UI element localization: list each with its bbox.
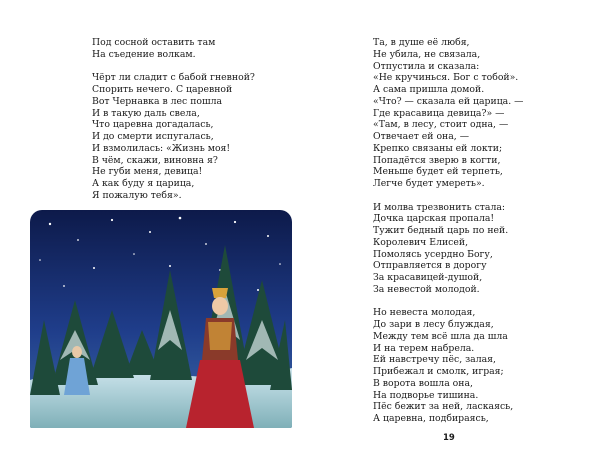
poem-line: Меньше будет ей терпеть, (373, 166, 503, 178)
poem-line: Не убила, не связала, (373, 48, 481, 60)
poem-line: А царевна, подбираясь, (373, 413, 489, 424)
poem-line: Прибежал и смолк, играя; (373, 366, 504, 377)
poem-line: Спорить нечего. С царевной (92, 84, 233, 95)
poem-line: Отправляется в дорогу (373, 260, 487, 272)
poem-line: До зари в лесу блуждая, (373, 319, 494, 330)
poem-line: Легче будет умереть». (373, 178, 485, 189)
stanza-left-1 (92, 37, 292, 61)
poem-line: Вот Чернавка в лес пошла (92, 95, 223, 107)
poem-line: Тужит бедный царь по ней. (373, 225, 509, 236)
poem-line: Попадётся зверю в когти, (373, 154, 501, 166)
stanza-right-2 (373, 202, 578, 296)
poem-line: Где красавица девица?» — (373, 107, 505, 119)
poem-line: Но невеста молодая, (373, 307, 476, 319)
stanza-right-3 (373, 307, 578, 425)
forest-illustration (30, 210, 292, 428)
poem-line: «Там, в лесу, стоит одна, — (373, 119, 509, 131)
page-number: 19 (443, 433, 455, 443)
poem-line: Под сосной оставить там (92, 37, 216, 48)
poem-line: Чёрт ли сладит с бабой гневной? (92, 72, 255, 84)
poem-line: Между тем всё шла да шла (373, 330, 508, 342)
poem-line: В чём, скажи, виновна я? (92, 154, 218, 166)
poem-line: Помолясь усердно Богу, (373, 248, 493, 260)
poem-line: «Что? — сказала ей царица. — (373, 95, 524, 107)
stanza-left-2 (92, 72, 292, 201)
poem-line: «Не кручинься. Бог с тобой». (373, 72, 519, 84)
stanza-right-1 (373, 37, 578, 190)
poem-line: Отвечает ей она, — (373, 131, 469, 142)
poem-column-left (92, 37, 292, 213)
poem-line: И на терем набрела. (373, 342, 475, 354)
poem-line: И взмолилась: «Жизнь моя! (92, 142, 231, 154)
poem-column-right (373, 37, 578, 437)
poem-line: Крепко связаны ей локти; (373, 142, 503, 154)
poem-line: Ей навстречу пёс, залая, (373, 354, 496, 366)
poem-line: А сама пришла домой. (373, 84, 485, 95)
poem-line: Не губи меня, девица! (92, 166, 203, 178)
poem-line: Пёс бежит за ней, ласкаясь, (373, 401, 514, 413)
winter-forest-scene (30, 210, 292, 428)
poem-line: Королевич Елисей, (373, 236, 469, 248)
poem-line: Я пожалую тебя». (92, 189, 182, 201)
poem-line: И до смерти испугалась, (92, 131, 214, 142)
poem-line: Что царевна догадалась, (92, 119, 214, 131)
poem-line: На съедение волкам. (92, 48, 196, 60)
poem-line: Дочка царская пропала! (373, 213, 495, 225)
poem-line: Отпустила и сказала: (373, 60, 480, 72)
poem-line: И в такую даль свела, (92, 107, 200, 119)
poem-line: За красавицей-душой, (373, 272, 483, 283)
poem-line: На подворье тишина. (373, 389, 479, 401)
poem-line: Та, в душе её любя, (373, 37, 470, 48)
poem-line: А как буду я царица, (92, 178, 195, 189)
poem-line: И молва трезвонить стала: (373, 201, 506, 213)
poem-line: В ворота вошла она, (373, 377, 473, 389)
poem-line: За невестой молодой. (373, 283, 480, 295)
